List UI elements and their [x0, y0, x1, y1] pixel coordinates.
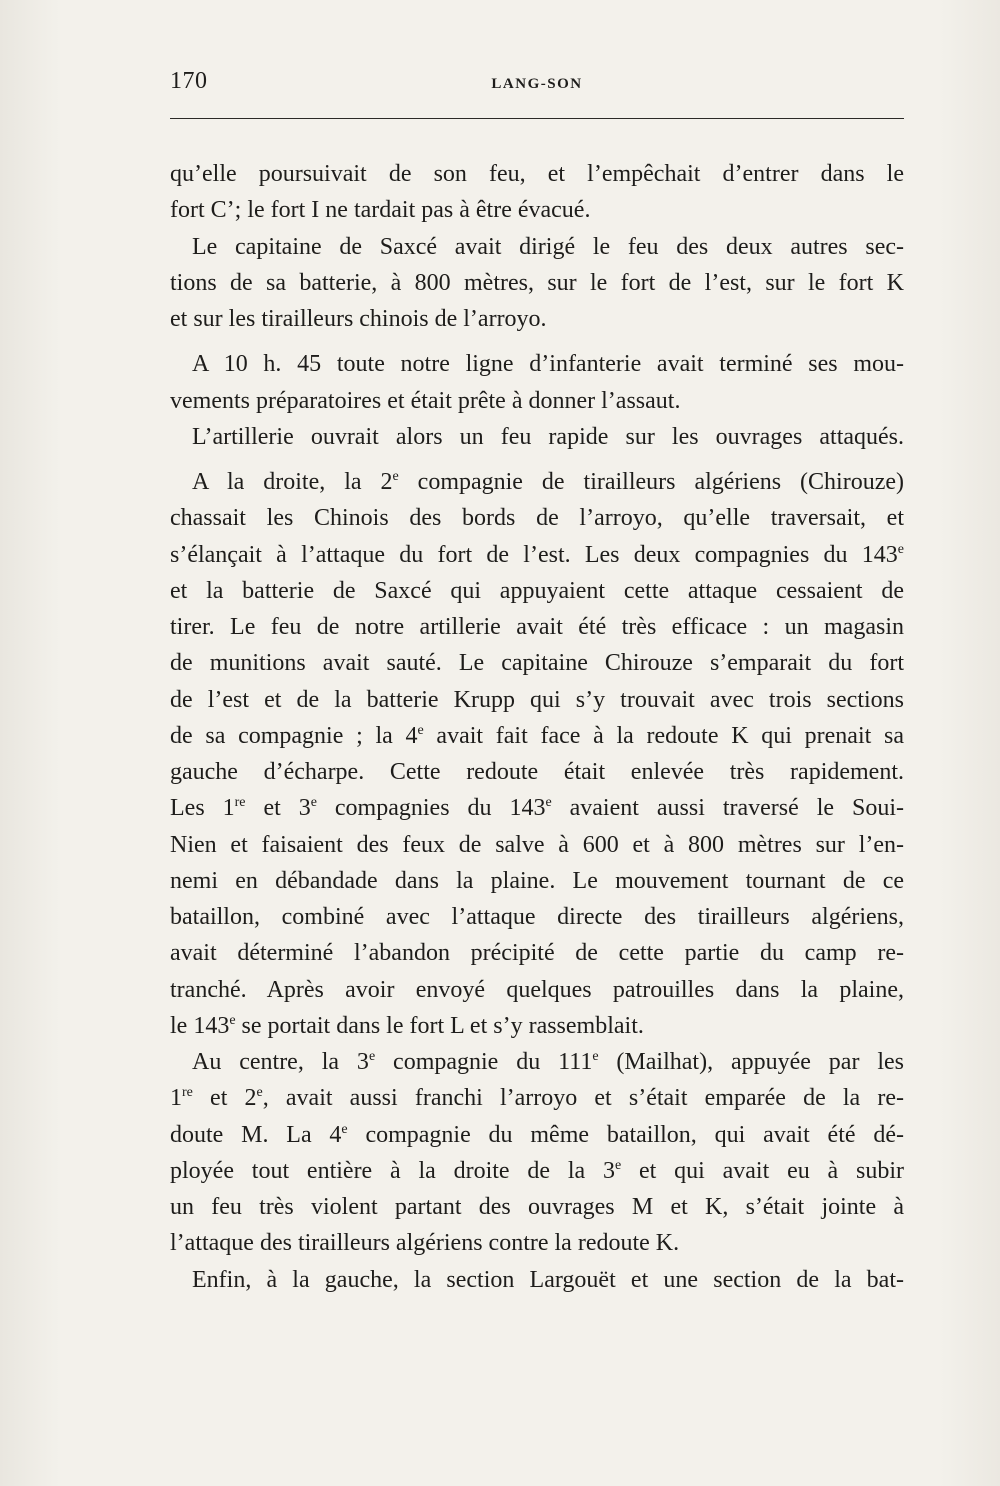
- page-header: [170, 66, 904, 106]
- text-line: avait déterminé l’abandon précipité de cette partie du camp re-: [170, 940, 904, 967]
- text-line: A la droite, la 2e compagnie de tirailleurs algériens (Chirouze): [192, 469, 904, 495]
- text-line: chassait les Chinois des bords de l’arroyo, qu’elle traversait, et: [170, 505, 904, 532]
- text-line: ployée tout entière à la droite de la 3e et qui avait eu à subir: [170, 1157, 904, 1184]
- text-line: de munitions avait sauté. Le capitaine Chirouze s’emparait du fort: [170, 650, 904, 677]
- text-line: L’artillerie ouvrait alors un feu rapide sur les ouvrages attaqués.: [192, 423, 904, 450]
- text-line: tirer. Le feu de notre artillerie avait été très efficace : un magasin: [170, 614, 904, 640]
- text-line: l’attaque des tirailleurs algériens contre la redoute K.: [170, 1230, 680, 1257]
- text-line: Enfin, à la gauche, la section Largouët et une section de la bat-: [192, 1266, 904, 1293]
- page-number: 170: [170, 68, 208, 94]
- text-line: tions de sa batterie, à 800 mètres, sur le fort de l’est, sur le fort K: [170, 269, 904, 296]
- text-line: s’élançait à l’attaque du fort de l’est. Les deux compagnies du 143e: [170, 541, 904, 568]
- text-line: un feu très violent partant des ouvrages M et K, s’était jointe à: [170, 1194, 904, 1220]
- text-line: 1re et 2e, avait aussi franchi l’arroyo et s’était emparée de la re-: [170, 1085, 904, 1112]
- text-line: Nien et faisaient des feux de salve à 600 et à 800 mètres sur l’en-: [170, 831, 904, 858]
- text-line: tranché. Après avoir envoyé quelques patrouilles dans la plaine,: [170, 976, 904, 1003]
- text-line: vements préparatoires et était prête à donner l’assaut.: [170, 387, 681, 414]
- text-line: gauche d’écharpe. Cette redoute était enlevée très rapidement.: [170, 759, 904, 785]
- text-line: de l’est et de la batterie Krupp qui s’y trouvait avec trois sections: [170, 686, 904, 713]
- text-line: fort C’; le fort I ne tardait pas à être évacué.: [170, 197, 591, 224]
- text-line: et sur les tirailleurs chinois de l’arroyo.: [170, 306, 547, 332]
- text-line: A 10 h. 45 toute notre ligne d’infanterie avait terminé ses mou-: [192, 351, 904, 378]
- text-line: le 143e se portait dans le fort L et s’y rassemblait.: [170, 1012, 644, 1039]
- text-line: et la batterie de Saxcé qui appuyaient cette attaque cessaient de: [170, 577, 904, 604]
- text-line: doute M. La 4e compagnie du même bataillon, qui avait été dé-: [170, 1121, 904, 1148]
- text-line: Au centre, la 3e compagnie du 111e (Mailhat), appuyée par les: [192, 1049, 904, 1075]
- text-line: Les 1re et 3e compagnies du 143e avaient aussi traversé le Soui-: [170, 795, 905, 822]
- header-rule: [170, 118, 904, 119]
- text-line: de sa compagnie ; la 4e avait fait face à la redoute K qui prenait sa: [170, 722, 904, 749]
- body-text: [170, 156, 904, 1298]
- text-line: nemi en débandade dans la plaine. Le mouvement tournant de ce: [170, 867, 904, 894]
- text-line: Le capitaine de Saxcé avait dirigé le feu des deux autres sec-: [192, 233, 904, 260]
- running-title: LANG-SON: [491, 76, 583, 92]
- text-line: qu’elle poursuivait de son feu, et l’empêchait d’entrer dans le: [170, 161, 904, 187]
- text-line: bataillon, combiné avec l’attaque directe des tirailleurs algériens,: [170, 904, 904, 930]
